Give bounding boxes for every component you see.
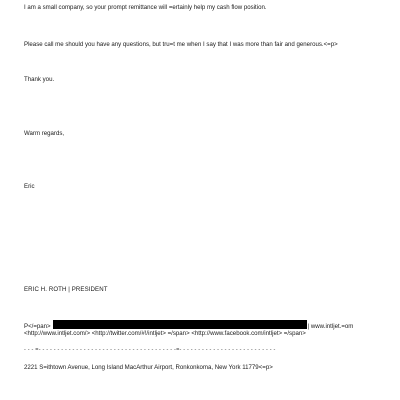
signature-separator: - - - =- - - - - - - - - - - - - - - - - - - - - - - - - - - - - - - - - - - - -=- - - - - - - - - - - - - - - - - - - - - - - - - - — [24, 347, 276, 353]
body-line-remittance: I am a small company, so your prompt remittance will =ertainly help my cash flow position. — [24, 4, 267, 11]
signature-links-line: <http://www.intljet.com/> <http://twitter.com/#!/intljet> =/span> <http://www.facebook.com/intljet> =/span> — [24, 330, 306, 337]
redaction-bar — [53, 320, 307, 329]
body-line-thanks: Thank you. — [24, 76, 55, 83]
signature-name-title: ERIC H. ROTH | PRESIDENT — [24, 286, 108, 293]
contact-suffix: | www.intljet.=om — [307, 323, 354, 330]
signature-address: 2221 S=ithtown Avenue, Long Island MacArthur Airport, Ronkonkoma, New York 11779<=p> — [24, 364, 273, 371]
body-line-questions: Please call me should you have any questions, but tru=t me when I say that I was more than fair and generous.<=p> — [24, 41, 338, 48]
signer-first-name: Eric — [24, 183, 35, 190]
contact-prefix: P</=pan> — [24, 323, 51, 330]
closing-line: Warm regards, — [24, 130, 65, 137]
